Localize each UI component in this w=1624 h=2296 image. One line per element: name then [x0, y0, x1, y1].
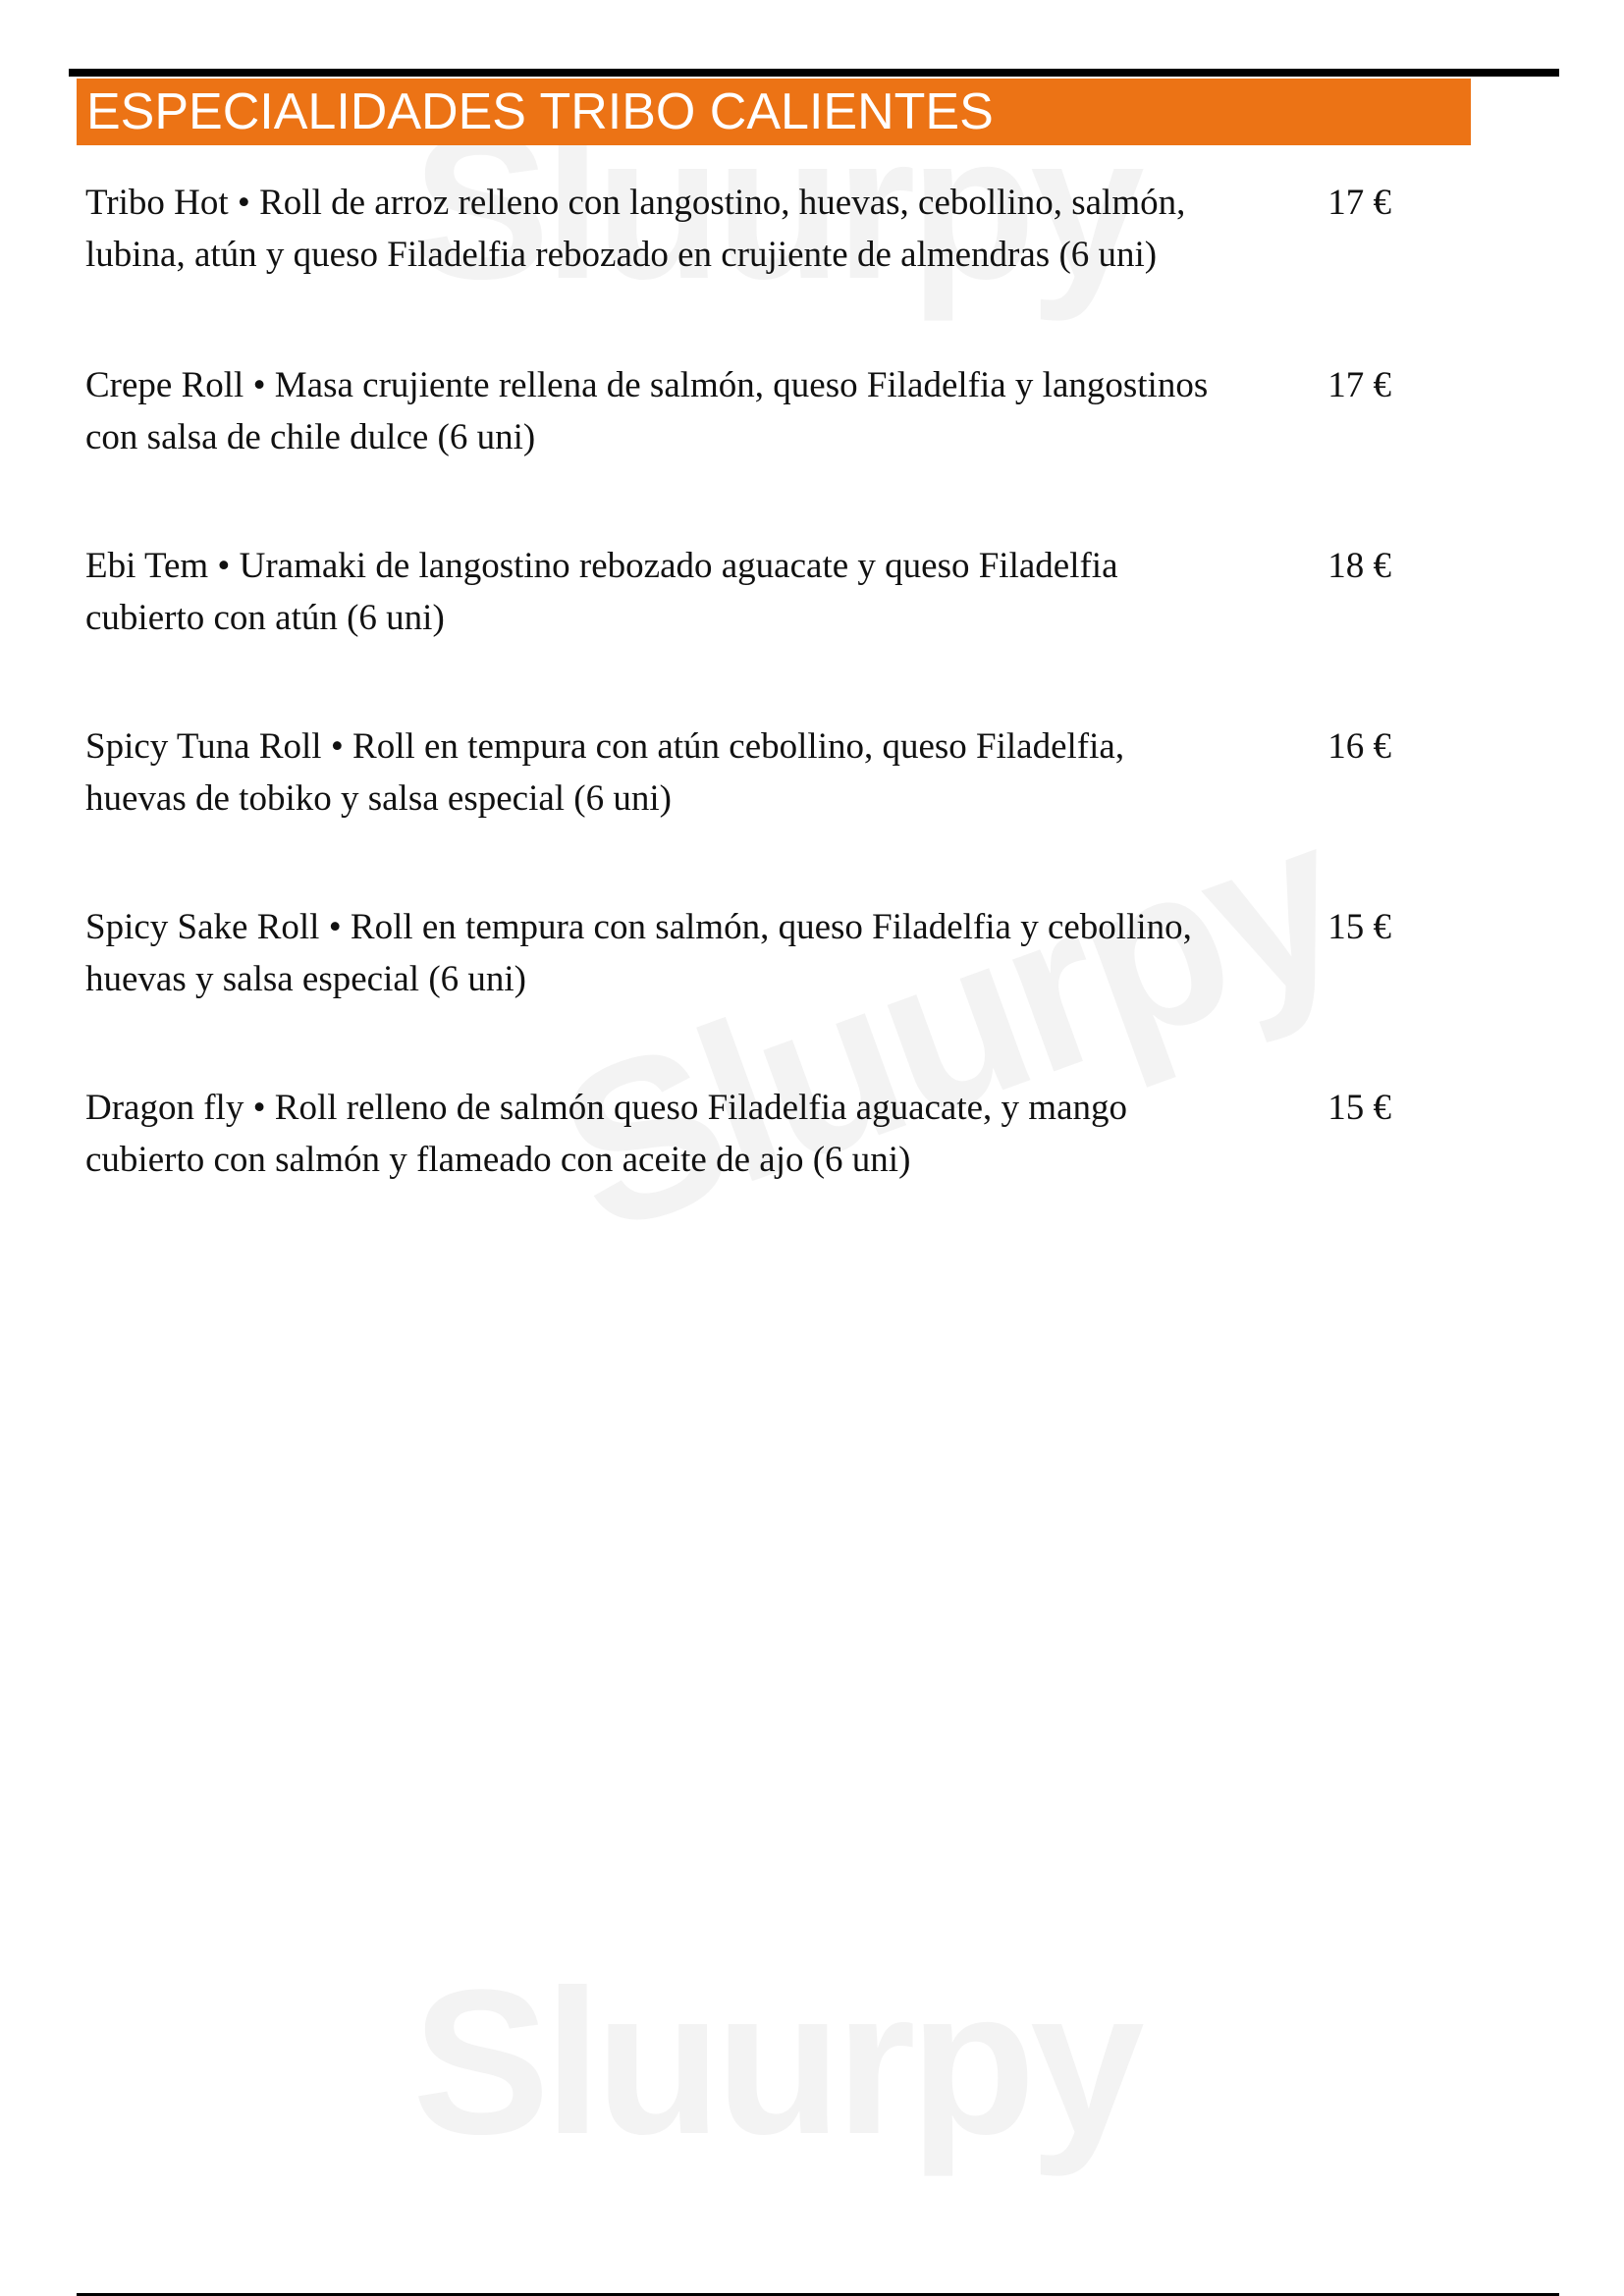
watermark-logo: [412, 1944, 1139, 2181]
menu-item-price: 16 €: [1327, 726, 1391, 767]
menu-item: [85, 721, 1391, 825]
menu-item: [85, 901, 1391, 1005]
menu-item-description: Crepe Roll • Masa crujiente rellena de salmón, queso Filadelfia y langostinos con salsa de chile dulce (6 uni): [85, 365, 1209, 457]
section-title: ESPECIALIDADES TRIBO CALIENTES: [86, 83, 994, 140]
menu-list: [85, 177, 1391, 1186]
menu-item: [85, 177, 1391, 281]
menu-item: [85, 359, 1391, 463]
menu-item-description: Tribo Hot • Roll de arroz relleno con langostino, huevas, cebollino, salmón, lubina, atún y queso Filadelfia rebozado en crujiente de almendras (6 uni): [85, 183, 1186, 275]
top-divider: [69, 69, 1559, 77]
menu-item-description: Dragon fly • Roll relleno de salmón queso Filadelfia aguacate, y mango cubierto con salmón y flameado con aceite de ajo (6 uni): [85, 1088, 1127, 1180]
menu-item-price: 18 €: [1327, 546, 1391, 586]
menu-item-price: 15 €: [1327, 1088, 1391, 1128]
menu-item-description: Spicy Tuna Roll • Roll en tempura con atún cebollino, queso Filadelfia, huevas de tobiko y salsa especial (6 uni): [85, 726, 1125, 819]
section-header: [77, 79, 1471, 145]
menu-item-description: Ebi Tem • Uramaki de langostino rebozado aguacate y queso Filadelfia cubierto con atún (6 uni): [85, 546, 1118, 638]
menu-item-price: 17 €: [1327, 365, 1391, 405]
menu-item: [85, 1082, 1391, 1186]
menu-item-price: 15 €: [1327, 907, 1391, 947]
menu-item-price: 17 €: [1327, 183, 1391, 223]
menu-item-description: Spicy Sake Roll • Roll en tempura con salmón, queso Filadelfia y cebollino, huevas y salsa especial (6 uni): [85, 907, 1192, 999]
menu-item: [85, 540, 1391, 644]
